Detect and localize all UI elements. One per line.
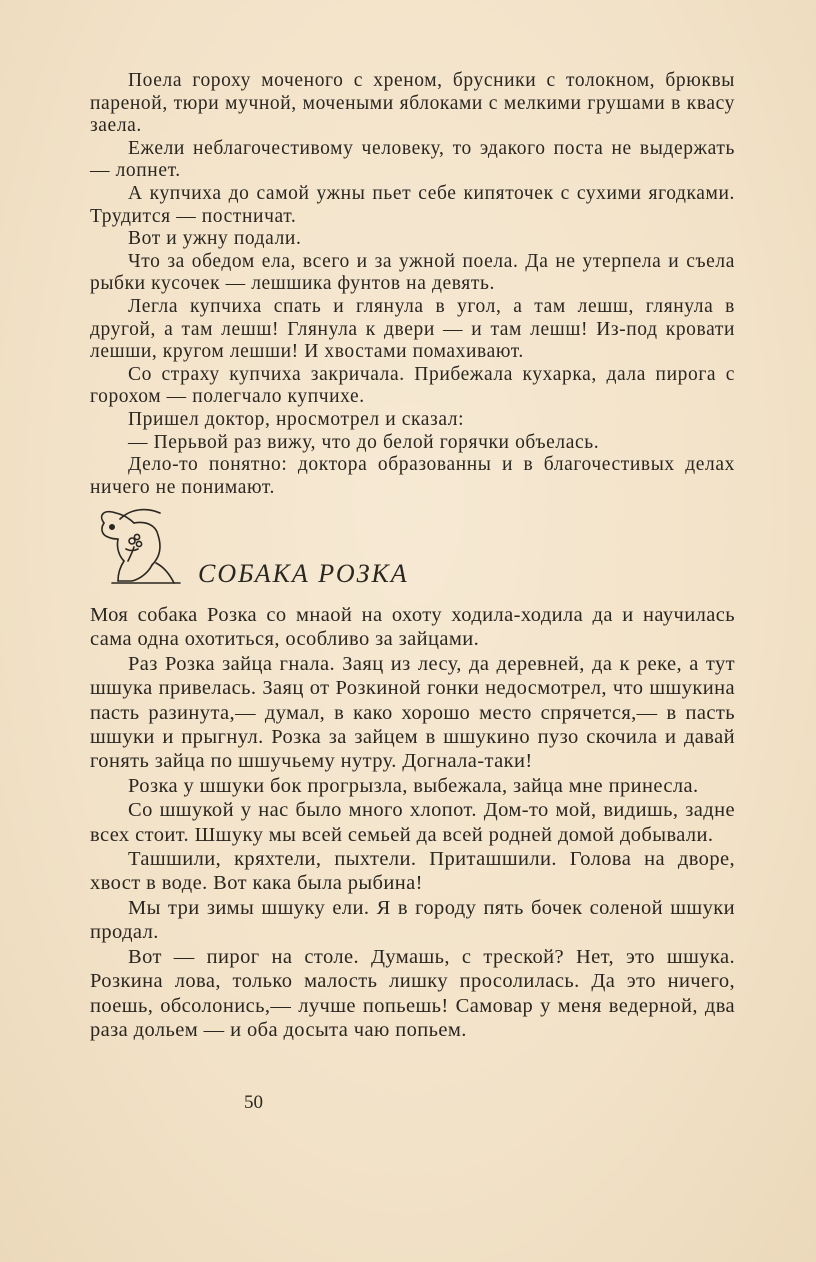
paragraph: Со шшукой у нас было много хлопот. Дом-то мой, видишь, задне всех стоит. Шшуку мы всей семьей да всей родней домой добывали. bbox=[90, 799, 735, 846]
paragraph: Розка у шшуки бок прогрызла, выбежала, зайца мне принесла. bbox=[128, 774, 699, 797]
hare-drop-cap-icon bbox=[90, 505, 182, 587]
paragraph: Со страху купчиха закричала. Прибежала кухарка, дала пирога с горохом — полегчало купчихе. bbox=[90, 363, 735, 408]
page-number: 50 bbox=[244, 1092, 263, 1113]
paragraph: Ташшили, кряхтели, пыхтели. Приташшили. Голова на дворе, хвост в воде. Вот кака была рыбина! bbox=[90, 848, 735, 895]
paragraph: Вот и ужну подали. bbox=[128, 228, 302, 250]
paragraph: Что за обедом ела, всего и за ужной поела. Да не утерпела и съела рыбки кусочек — лешшика фунтов на девять. bbox=[90, 250, 735, 295]
paragraph: Легла купчиха спать и глянула в угол, а там лешш, глянула в другой, а там лешш! Глянула к двери — и там лешш! Из-под кровати лешши, кругом лешши! И хвостами помахивают. bbox=[90, 295, 735, 363]
story-title: СОБАКА РОЗКА bbox=[198, 559, 409, 588]
paragraph: Моя собака Розка со мнаой на охоту ходила-ходила да и научилась сама одна охотиться, особливо за зайцами. bbox=[90, 604, 735, 651]
story-heading bbox=[90, 505, 735, 595]
previous-story-ending bbox=[90, 70, 735, 499]
paragraph: Вот — пирог на столе. Думашь, с треской? Нет, это шшука. Розкина лова, только малость лишку просолилась. Да это ничего, поешь, обсолонись,— лучше попьешь! Самовар у меня ведерной, два раза дольем — и оба досыта чаю попьем. bbox=[90, 945, 735, 1041]
paragraph: Пришел доктор, нросмотрел и сказал: bbox=[128, 408, 465, 430]
paragraph: Дело-то понятно: доктора образованны и в благочестивых делах ничего не понимают. bbox=[90, 454, 735, 498]
paragraph: Поела гороху моченого с хреном, брусники с толокном, брюквы пареной, тюри мучной, мочеными яблоками с мелкими грушами в квасу заела. bbox=[90, 70, 735, 137]
paragraph: Мы три зимы шшуку ели. Я в городу пять бочек соленой шшуки продал. bbox=[90, 896, 735, 944]
paragraph: — Перьвой раз вижу, что до белой горячки объелась. bbox=[128, 431, 600, 453]
paragraph: Раз Розка зайца гнала. Заяц из лесу, да деревней, да к реке, а тут шшука привелась. Заяц от Розкиной гонки недосмотрел, что шшукина пасть разинута,— думал, в како хорошо место спрячется,— в пасть шшуки и прыгнул. Розка за зайцем в шшукино пузо скочила и давай гонять зайца по шшучьему нутру. Догнала-таки! bbox=[90, 652, 735, 773]
paragraph: А купчиха до самой ужны пьет себе кипяточек с сухими ягодками. Трудится — постничат. bbox=[90, 182, 735, 227]
paragraph: Ежели неблагочестивому человеку, то эдакого поста не выдержать — лопнет. bbox=[90, 137, 735, 182]
story-text bbox=[90, 603, 735, 1042]
